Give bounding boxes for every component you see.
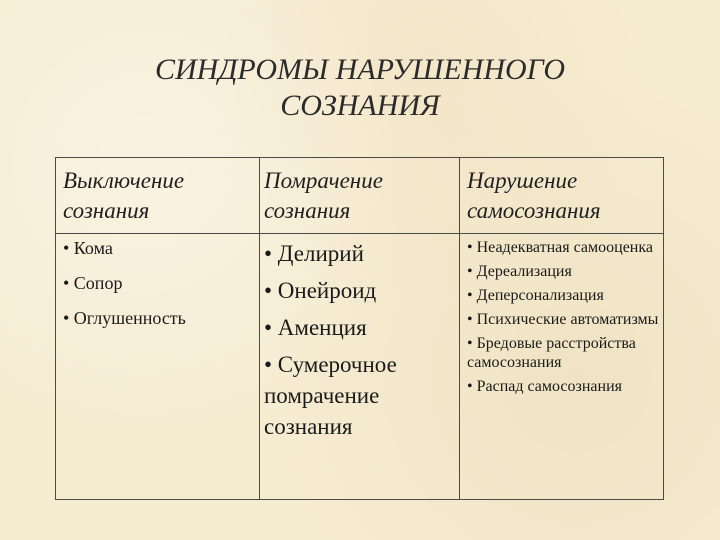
column-header-line: Помрачение [264, 168, 383, 193]
list-item: • Оглушенность [63, 308, 186, 328]
syndromes-table [55, 157, 664, 500]
list-item: • Сумерочное помрачение сознания [264, 352, 397, 439]
list-item: • Кома [63, 238, 113, 258]
column-header-line: Выключение [63, 168, 185, 193]
list-item: • Сопор [63, 273, 123, 293]
column-header-line: самосознания [467, 198, 601, 223]
clouding-list [264, 238, 454, 448]
column-divider-2 [459, 158, 460, 499]
list-item: • Деперсонализация [467, 287, 604, 304]
column-header-disconnection [63, 166, 184, 226]
list-item: • Распад самосознания [467, 378, 622, 395]
list-item: • Дереализация [467, 263, 572, 280]
column-header-clouding [264, 166, 383, 226]
column-header-line: Нарушение [467, 168, 578, 193]
list-item: • Аменция [264, 315, 367, 340]
title-line-2: СОЗНАНИЯ [280, 89, 440, 122]
self-awareness-list [467, 238, 662, 401]
list-item: • Делирий [264, 241, 364, 266]
title-line-1: СИНДРОМЫ НАРУШЕННОГО [155, 53, 565, 86]
column-header-self-awareness [467, 166, 601, 226]
column-divider-1 [259, 158, 260, 499]
list-item: • Онейроид [264, 278, 377, 303]
list-item: • Бредовые расстройства самосознания [467, 335, 636, 371]
list-item: • Психические автоматизмы [467, 311, 659, 328]
header-divider [56, 233, 663, 234]
disconnection-list [63, 238, 186, 343]
slide-title [0, 52, 720, 124]
column-header-line: сознания [63, 198, 150, 223]
column-header-line: сознания [264, 198, 351, 223]
list-item: • Неадекватная самооценка [467, 239, 653, 256]
